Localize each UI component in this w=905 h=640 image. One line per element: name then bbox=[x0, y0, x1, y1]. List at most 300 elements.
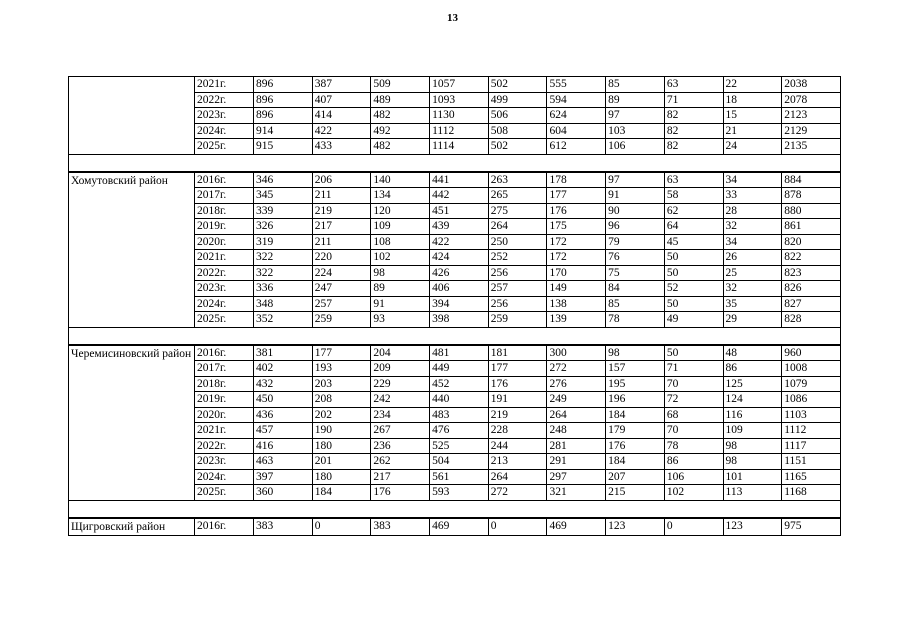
value-cell: 68 bbox=[664, 407, 723, 423]
value-cell: 265 bbox=[488, 188, 547, 204]
value-cell: 826 bbox=[782, 281, 841, 297]
value-cell: 346 bbox=[254, 172, 313, 188]
value-cell: 184 bbox=[606, 454, 665, 470]
value-cell: 483 bbox=[430, 407, 489, 423]
section-separator bbox=[69, 154, 841, 172]
value-cell: 432 bbox=[254, 376, 313, 392]
value-cell: 71 bbox=[664, 361, 723, 377]
year-cell: 2016г. bbox=[195, 172, 254, 188]
value-cell: 322 bbox=[254, 265, 313, 281]
value-cell: 252 bbox=[488, 250, 547, 266]
year-cell: 2021г. bbox=[195, 423, 254, 439]
section-separator-row bbox=[69, 500, 841, 518]
value-cell: 264 bbox=[488, 219, 547, 235]
value-cell: 2129 bbox=[782, 123, 841, 139]
value-cell: 2135 bbox=[782, 139, 841, 155]
year-cell: 2021г. bbox=[195, 77, 254, 93]
value-cell: 822 bbox=[782, 250, 841, 266]
value-cell: 26 bbox=[723, 250, 782, 266]
value-cell: 123 bbox=[606, 518, 665, 536]
value-cell: 203 bbox=[312, 376, 371, 392]
value-cell: 85 bbox=[606, 77, 665, 93]
value-cell: 319 bbox=[254, 234, 313, 250]
value-cell: 272 bbox=[547, 361, 606, 377]
value-cell: 62 bbox=[664, 203, 723, 219]
value-cell: 109 bbox=[723, 423, 782, 439]
value-cell: 234 bbox=[371, 407, 430, 423]
value-cell: 256 bbox=[488, 296, 547, 312]
value-cell: 322 bbox=[254, 250, 313, 266]
value-cell: 180 bbox=[312, 438, 371, 454]
value-cell: 247 bbox=[312, 281, 371, 297]
value-cell: 509 bbox=[371, 77, 430, 93]
value-cell: 481 bbox=[430, 345, 489, 361]
value-cell: 98 bbox=[723, 454, 782, 470]
value-cell: 138 bbox=[547, 296, 606, 312]
value-cell: 0 bbox=[488, 518, 547, 536]
value-cell: 502 bbox=[488, 77, 547, 93]
value-cell: 1130 bbox=[430, 108, 489, 124]
value-cell: 228 bbox=[488, 423, 547, 439]
value-cell: 82 bbox=[664, 123, 723, 139]
year-cell: 2019г. bbox=[195, 219, 254, 235]
value-cell: 204 bbox=[371, 345, 430, 361]
value-cell: 594 bbox=[547, 92, 606, 108]
value-cell: 914 bbox=[254, 123, 313, 139]
value-cell: 492 bbox=[371, 123, 430, 139]
year-cell: 2022г. bbox=[195, 265, 254, 281]
year-cell: 2017г. bbox=[195, 361, 254, 377]
value-cell: 593 bbox=[430, 485, 489, 501]
value-cell: 469 bbox=[547, 518, 606, 536]
value-cell: 179 bbox=[606, 423, 665, 439]
value-cell: 229 bbox=[371, 376, 430, 392]
value-cell: 1103 bbox=[782, 407, 841, 423]
statistics-table bbox=[68, 76, 841, 536]
value-cell: 1114 bbox=[430, 139, 489, 155]
value-cell: 211 bbox=[312, 188, 371, 204]
value-cell: 45 bbox=[664, 234, 723, 250]
value-cell: 555 bbox=[547, 77, 606, 93]
value-cell: 1117 bbox=[782, 438, 841, 454]
value-cell: 1057 bbox=[430, 77, 489, 93]
value-cell: 125 bbox=[723, 376, 782, 392]
value-cell: 482 bbox=[371, 139, 430, 155]
table-row bbox=[69, 345, 841, 361]
value-cell: 157 bbox=[606, 361, 665, 377]
value-cell: 321 bbox=[547, 485, 606, 501]
value-cell: 502 bbox=[488, 139, 547, 155]
year-cell: 2024г. bbox=[195, 469, 254, 485]
value-cell: 525 bbox=[430, 438, 489, 454]
value-cell: 416 bbox=[254, 438, 313, 454]
value-cell: 397 bbox=[254, 469, 313, 485]
value-cell: 383 bbox=[371, 518, 430, 536]
value-cell: 109 bbox=[371, 219, 430, 235]
value-cell: 177 bbox=[488, 361, 547, 377]
value-cell: 28 bbox=[723, 203, 782, 219]
value-cell: 217 bbox=[371, 469, 430, 485]
value-cell: 1112 bbox=[430, 123, 489, 139]
value-cell: 422 bbox=[430, 234, 489, 250]
value-cell: 1165 bbox=[782, 469, 841, 485]
value-cell: 172 bbox=[547, 250, 606, 266]
value-cell: 426 bbox=[430, 265, 489, 281]
value-cell: 196 bbox=[606, 392, 665, 408]
value-cell: 82 bbox=[664, 139, 723, 155]
value-cell: 1151 bbox=[782, 454, 841, 470]
value-cell: 184 bbox=[606, 407, 665, 423]
value-cell: 176 bbox=[371, 485, 430, 501]
value-cell: 101 bbox=[723, 469, 782, 485]
value-cell: 48 bbox=[723, 345, 782, 361]
value-cell: 211 bbox=[312, 234, 371, 250]
value-cell: 880 bbox=[782, 203, 841, 219]
value-cell: 120 bbox=[371, 203, 430, 219]
value-cell: 381 bbox=[254, 345, 313, 361]
value-cell: 452 bbox=[430, 376, 489, 392]
year-cell: 2016г. bbox=[195, 518, 254, 536]
value-cell: 257 bbox=[312, 296, 371, 312]
value-cell: 383 bbox=[254, 518, 313, 536]
year-cell: 2020г. bbox=[195, 234, 254, 250]
value-cell: 267 bbox=[371, 423, 430, 439]
value-cell: 219 bbox=[488, 407, 547, 423]
value-cell: 213 bbox=[488, 454, 547, 470]
section-separator bbox=[69, 327, 841, 345]
value-cell: 202 bbox=[312, 407, 371, 423]
value-cell: 22 bbox=[723, 77, 782, 93]
value-cell: 98 bbox=[723, 438, 782, 454]
value-cell: 406 bbox=[430, 281, 489, 297]
value-cell: 275 bbox=[488, 203, 547, 219]
value-cell: 476 bbox=[430, 423, 489, 439]
value-cell: 256 bbox=[488, 265, 547, 281]
value-cell: 1008 bbox=[782, 361, 841, 377]
year-cell: 2025г. bbox=[195, 139, 254, 155]
district-name-cell: Хомутовский район bbox=[69, 172, 195, 328]
value-cell: 827 bbox=[782, 296, 841, 312]
value-cell: 15 bbox=[723, 108, 782, 124]
value-cell: 139 bbox=[547, 312, 606, 328]
value-cell: 0 bbox=[312, 518, 371, 536]
value-cell: 206 bbox=[312, 172, 371, 188]
value-cell: 433 bbox=[312, 139, 371, 155]
value-cell: 209 bbox=[371, 361, 430, 377]
value-cell: 450 bbox=[254, 392, 313, 408]
value-cell: 96 bbox=[606, 219, 665, 235]
value-cell: 215 bbox=[606, 485, 665, 501]
value-cell: 149 bbox=[547, 281, 606, 297]
value-cell: 103 bbox=[606, 123, 665, 139]
value-cell: 820 bbox=[782, 234, 841, 250]
value-cell: 244 bbox=[488, 438, 547, 454]
value-cell: 1086 bbox=[782, 392, 841, 408]
value-cell: 224 bbox=[312, 265, 371, 281]
value-cell: 123 bbox=[723, 518, 782, 536]
value-cell: 264 bbox=[547, 407, 606, 423]
section-separator-row bbox=[69, 154, 841, 172]
value-cell: 50 bbox=[664, 265, 723, 281]
value-cell: 272 bbox=[488, 485, 547, 501]
value-cell: 34 bbox=[723, 234, 782, 250]
year-cell: 2023г. bbox=[195, 108, 254, 124]
year-cell: 2024г. bbox=[195, 123, 254, 139]
value-cell: 177 bbox=[547, 188, 606, 204]
value-cell: 262 bbox=[371, 454, 430, 470]
value-cell: 878 bbox=[782, 188, 841, 204]
value-cell: 91 bbox=[606, 188, 665, 204]
value-cell: 436 bbox=[254, 407, 313, 423]
value-cell: 181 bbox=[488, 345, 547, 361]
value-cell: 207 bbox=[606, 469, 665, 485]
year-cell: 2025г. bbox=[195, 312, 254, 328]
value-cell: 98 bbox=[371, 265, 430, 281]
value-cell: 259 bbox=[488, 312, 547, 328]
value-cell: 2038 bbox=[782, 77, 841, 93]
value-cell: 414 bbox=[312, 108, 371, 124]
year-cell: 2017г. bbox=[195, 188, 254, 204]
value-cell: 297 bbox=[547, 469, 606, 485]
value-cell: 352 bbox=[254, 312, 313, 328]
year-cell: 2018г. bbox=[195, 376, 254, 392]
value-cell: 93 bbox=[371, 312, 430, 328]
value-cell: 85 bbox=[606, 296, 665, 312]
value-cell: 442 bbox=[430, 188, 489, 204]
value-cell: 89 bbox=[606, 92, 665, 108]
value-cell: 896 bbox=[254, 92, 313, 108]
district-name-cell bbox=[69, 77, 195, 155]
value-cell: 49 bbox=[664, 312, 723, 328]
value-cell: 348 bbox=[254, 296, 313, 312]
value-cell: 29 bbox=[723, 312, 782, 328]
value-cell: 78 bbox=[606, 312, 665, 328]
value-cell: 32 bbox=[723, 219, 782, 235]
value-cell: 291 bbox=[547, 454, 606, 470]
value-cell: 86 bbox=[723, 361, 782, 377]
value-cell: 178 bbox=[547, 172, 606, 188]
value-cell: 259 bbox=[312, 312, 371, 328]
year-cell: 2021г. bbox=[195, 250, 254, 266]
value-cell: 326 bbox=[254, 219, 313, 235]
value-cell: 64 bbox=[664, 219, 723, 235]
year-cell: 2020г. bbox=[195, 407, 254, 423]
value-cell: 861 bbox=[782, 219, 841, 235]
value-cell: 175 bbox=[547, 219, 606, 235]
table-row bbox=[69, 172, 841, 188]
value-cell: 75 bbox=[606, 265, 665, 281]
value-cell: 242 bbox=[371, 392, 430, 408]
table-row bbox=[69, 518, 841, 536]
value-cell: 884 bbox=[782, 172, 841, 188]
value-cell: 499 bbox=[488, 92, 547, 108]
value-cell: 24 bbox=[723, 139, 782, 155]
value-cell: 18 bbox=[723, 92, 782, 108]
value-cell: 604 bbox=[547, 123, 606, 139]
value-cell: 339 bbox=[254, 203, 313, 219]
value-cell: 264 bbox=[488, 469, 547, 485]
value-cell: 52 bbox=[664, 281, 723, 297]
value-cell: 89 bbox=[371, 281, 430, 297]
value-cell: 422 bbox=[312, 123, 371, 139]
value-cell: 451 bbox=[430, 203, 489, 219]
value-cell: 217 bbox=[312, 219, 371, 235]
value-cell: 176 bbox=[547, 203, 606, 219]
section-separator-row bbox=[69, 327, 841, 345]
value-cell: 975 bbox=[782, 518, 841, 536]
value-cell: 102 bbox=[371, 250, 430, 266]
value-cell: 457 bbox=[254, 423, 313, 439]
value-cell: 828 bbox=[782, 312, 841, 328]
value-cell: 394 bbox=[430, 296, 489, 312]
value-cell: 387 bbox=[312, 77, 371, 93]
value-cell: 32 bbox=[723, 281, 782, 297]
value-cell: 208 bbox=[312, 392, 371, 408]
value-cell: 63 bbox=[664, 172, 723, 188]
value-cell: 463 bbox=[254, 454, 313, 470]
value-cell: 441 bbox=[430, 172, 489, 188]
year-cell: 2023г. bbox=[195, 281, 254, 297]
value-cell: 21 bbox=[723, 123, 782, 139]
value-cell: 116 bbox=[723, 407, 782, 423]
value-cell: 896 bbox=[254, 77, 313, 93]
value-cell: 106 bbox=[664, 469, 723, 485]
value-cell: 71 bbox=[664, 92, 723, 108]
value-cell: 506 bbox=[488, 108, 547, 124]
value-cell: 469 bbox=[430, 518, 489, 536]
value-cell: 2078 bbox=[782, 92, 841, 108]
value-cell: 184 bbox=[312, 485, 371, 501]
value-cell: 1168 bbox=[782, 485, 841, 501]
value-cell: 440 bbox=[430, 392, 489, 408]
value-cell: 78 bbox=[664, 438, 723, 454]
value-cell: 33 bbox=[723, 188, 782, 204]
value-cell: 407 bbox=[312, 92, 371, 108]
district-name-cell: Черемисиновский район bbox=[69, 345, 195, 501]
value-cell: 220 bbox=[312, 250, 371, 266]
value-cell: 398 bbox=[430, 312, 489, 328]
value-cell: 79 bbox=[606, 234, 665, 250]
year-cell: 2016г. bbox=[195, 345, 254, 361]
value-cell: 177 bbox=[312, 345, 371, 361]
value-cell: 134 bbox=[371, 188, 430, 204]
value-cell: 124 bbox=[723, 392, 782, 408]
value-cell: 424 bbox=[430, 250, 489, 266]
value-cell: 439 bbox=[430, 219, 489, 235]
value-cell: 561 bbox=[430, 469, 489, 485]
value-cell: 106 bbox=[606, 139, 665, 155]
value-cell: 195 bbox=[606, 376, 665, 392]
page-number: 13 bbox=[447, 12, 458, 24]
value-cell: 70 bbox=[664, 376, 723, 392]
value-cell: 508 bbox=[488, 123, 547, 139]
value-cell: 72 bbox=[664, 392, 723, 408]
value-cell: 360 bbox=[254, 485, 313, 501]
section-separator bbox=[69, 500, 841, 518]
value-cell: 449 bbox=[430, 361, 489, 377]
value-cell: 402 bbox=[254, 361, 313, 377]
value-cell: 250 bbox=[488, 234, 547, 250]
value-cell: 236 bbox=[371, 438, 430, 454]
table-row bbox=[69, 77, 841, 93]
table-body bbox=[69, 77, 841, 536]
value-cell: 91 bbox=[371, 296, 430, 312]
value-cell: 1093 bbox=[430, 92, 489, 108]
value-cell: 50 bbox=[664, 345, 723, 361]
value-cell: 281 bbox=[547, 438, 606, 454]
value-cell: 97 bbox=[606, 172, 665, 188]
value-cell: 960 bbox=[782, 345, 841, 361]
value-cell: 823 bbox=[782, 265, 841, 281]
year-cell: 2023г. bbox=[195, 454, 254, 470]
value-cell: 2123 bbox=[782, 108, 841, 124]
value-cell: 63 bbox=[664, 77, 723, 93]
value-cell: 90 bbox=[606, 203, 665, 219]
value-cell: 172 bbox=[547, 234, 606, 250]
value-cell: 25 bbox=[723, 265, 782, 281]
year-cell: 2022г. bbox=[195, 92, 254, 108]
value-cell: 193 bbox=[312, 361, 371, 377]
value-cell: 257 bbox=[488, 281, 547, 297]
district-name-cell: Щигровский район bbox=[69, 518, 195, 536]
year-cell: 2018г. bbox=[195, 203, 254, 219]
value-cell: 176 bbox=[606, 438, 665, 454]
value-cell: 612 bbox=[547, 139, 606, 155]
value-cell: 624 bbox=[547, 108, 606, 124]
value-cell: 1079 bbox=[782, 376, 841, 392]
value-cell: 219 bbox=[312, 203, 371, 219]
value-cell: 82 bbox=[664, 108, 723, 124]
value-cell: 84 bbox=[606, 281, 665, 297]
value-cell: 336 bbox=[254, 281, 313, 297]
value-cell: 504 bbox=[430, 454, 489, 470]
value-cell: 97 bbox=[606, 108, 665, 124]
value-cell: 34 bbox=[723, 172, 782, 188]
value-cell: 140 bbox=[371, 172, 430, 188]
year-cell: 2024г. bbox=[195, 296, 254, 312]
value-cell: 263 bbox=[488, 172, 547, 188]
value-cell: 113 bbox=[723, 485, 782, 501]
value-cell: 50 bbox=[664, 296, 723, 312]
value-cell: 276 bbox=[547, 376, 606, 392]
value-cell: 345 bbox=[254, 188, 313, 204]
value-cell: 108 bbox=[371, 234, 430, 250]
value-cell: 915 bbox=[254, 139, 313, 155]
value-cell: 191 bbox=[488, 392, 547, 408]
value-cell: 249 bbox=[547, 392, 606, 408]
value-cell: 482 bbox=[371, 108, 430, 124]
value-cell: 86 bbox=[664, 454, 723, 470]
value-cell: 190 bbox=[312, 423, 371, 439]
value-cell: 76 bbox=[606, 250, 665, 266]
value-cell: 50 bbox=[664, 250, 723, 266]
value-cell: 1112 bbox=[782, 423, 841, 439]
value-cell: 180 bbox=[312, 469, 371, 485]
value-cell: 176 bbox=[488, 376, 547, 392]
value-cell: 248 bbox=[547, 423, 606, 439]
year-cell: 2019г. bbox=[195, 392, 254, 408]
value-cell: 896 bbox=[254, 108, 313, 124]
value-cell: 201 bbox=[312, 454, 371, 470]
value-cell: 58 bbox=[664, 188, 723, 204]
value-cell: 489 bbox=[371, 92, 430, 108]
year-cell: 2025г. bbox=[195, 485, 254, 501]
value-cell: 102 bbox=[664, 485, 723, 501]
value-cell: 35 bbox=[723, 296, 782, 312]
value-cell: 98 bbox=[606, 345, 665, 361]
value-cell: 70 bbox=[664, 423, 723, 439]
value-cell: 0 bbox=[664, 518, 723, 536]
